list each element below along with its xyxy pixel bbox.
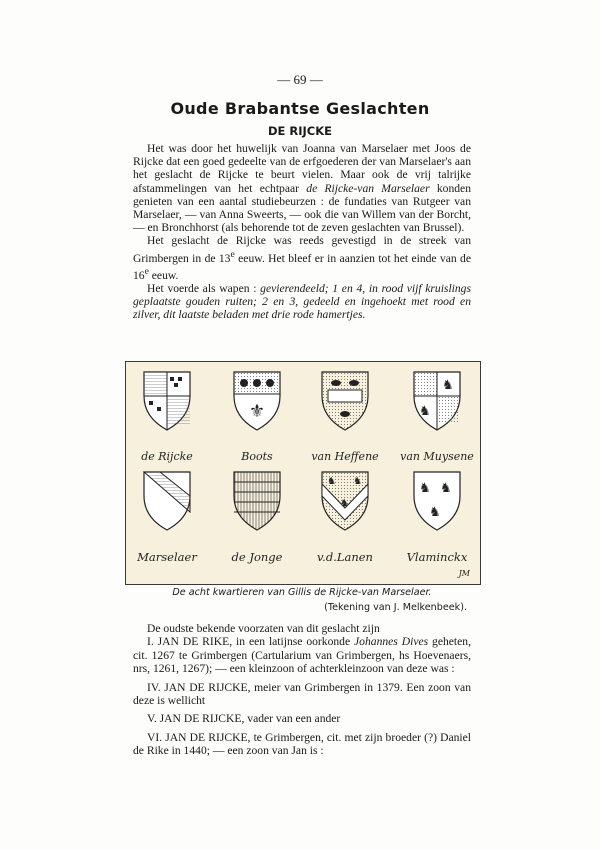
section-title: DE RIJCKE [267,124,333,138]
svg-text:♞: ♞ [442,378,454,393]
svg-text:♞: ♞ [419,481,431,496]
lineage-entry-vi: VI. JAN DE RIJCKE, te Grimbergen, cit. met zijn broeder (?) Daniel de Rike in 1440; — een zoon van Jan is : [133,730,471,758]
label-van-heffene: van Heffene [311,450,379,463]
figure-caption: De acht kwartieren van Gillis de Rijcke-van Marselaer. [172,587,432,598]
svg-text:♞: ♞ [340,498,349,509]
intro-paragraph-1 [133,142,471,234]
label-boots: Boots [241,450,273,463]
page-title: Oude Brabantse Geslachten [170,99,430,118]
shield-van-muysene [414,372,460,430]
lineage-entry-v: V. JAN DE RIJCKE, vader van een ander [147,712,341,726]
intro-p2-c: eeuw. [148,268,179,282]
svg-text:♞: ♞ [440,481,452,496]
label-de-rijcke: de Rijcke [141,450,193,463]
lineage-i-rest: geheten, cit. 1267 te Grimbergen (Cartularium van Grimbergen, hs Hoevenaers, nrs, 1261, 1267); — een kleinzoon of achterkleinzoon van deze was : [133,635,471,676]
coats-of-arms-figure [125,361,481,585]
shield-vlaminckx [414,472,460,530]
label-van-muysene: van Muysene [400,450,474,463]
label-vlaminckx: Vlaminckx [406,550,468,564]
figure-credit: (Tekening van J. Melkenbeek). [324,602,467,613]
coats-of-arms-drawing [126,362,480,584]
shield-marselaer [144,472,190,530]
shield-van-heffene [322,372,368,430]
lineage-entry-i [133,635,471,675]
intro-paragraph-2 [133,234,471,281]
intro-paragraph-3 [133,282,471,322]
intro-p3-text: Het voerde als wapen : [147,281,261,295]
shield-de-jonge [234,472,280,530]
label-marselaer: Marselaer [137,550,197,564]
intro-p2-sup1: e [230,248,235,260]
intro-p2-sup2: e [144,265,149,277]
lineage-intro: De oudste bekende voorzaten van dit geslacht zijn [147,622,380,635]
page-number: — 69 — [277,72,323,87]
intro-p1-italic: de Rijcke-van Marselaer [306,181,430,195]
label-de-jonge: de Jonge [231,550,283,564]
intro-p2-a: Het geslacht de Rijcke was reeds gevestigd in de streek van Grimbergen in de 13 [133,234,471,265]
svg-text:♞: ♞ [327,476,336,487]
svg-text:♞: ♞ [429,505,441,520]
shield-de-rijcke [144,372,190,430]
svg-text:♞: ♞ [419,404,431,419]
intro-p1-rest: konden genieten van een aantal studiebeurzen : de fundaties van Rutgeer van Marselaer, — van Anna Sweerts, — ook die van Willem van der Borcht, — en Bronchhorst (als behorende tot de zeven geslachten van Brussel). [133,181,472,235]
lineage-entry-iv: IV. JAN DE RIJCKE, meier van Grimbergen in 1379. Een zoon van deze is wellicht [133,680,471,708]
intro-p1-text: Het was door het huwelijk van Joanna van Marselaer met Joos de Rijcke dat een goed gedeelte van de erfgoederen der van Marselaer's aan het geslacht de Rijcke te beurt vielen. Maar ook de vrij talrijke afstammelingen van het echtpaar [133,142,471,195]
label-vd-lanen: v.d.Lanen [317,550,373,564]
lineage-text [133,622,471,758]
shield-vd-lanen [322,472,368,530]
lineage-i-italic: Johannes Dives [354,635,429,649]
intro-p2-b: eeuw. Het bleef er in aanzien tot het einde van de 16 [133,251,472,282]
intro-p3-italic: gevierendeeld; 1 en 4, in rood vijf kruislings geplaatste gouden ruiten; 2 en 3, gedeeld en ingehoekt met rood en zilver, dit laatste beladen met drie rode hamertjes. [133,281,471,322]
lineage-i-text: I. JAN DE RIKE, in een latijnse oorkonde [147,635,355,649]
shield-boots [234,372,280,430]
intro-text [133,142,471,321]
svg-text:⚜: ⚜ [248,401,266,422]
artist-monogram: JM [458,569,470,578]
svg-text:♞: ♞ [353,476,362,487]
